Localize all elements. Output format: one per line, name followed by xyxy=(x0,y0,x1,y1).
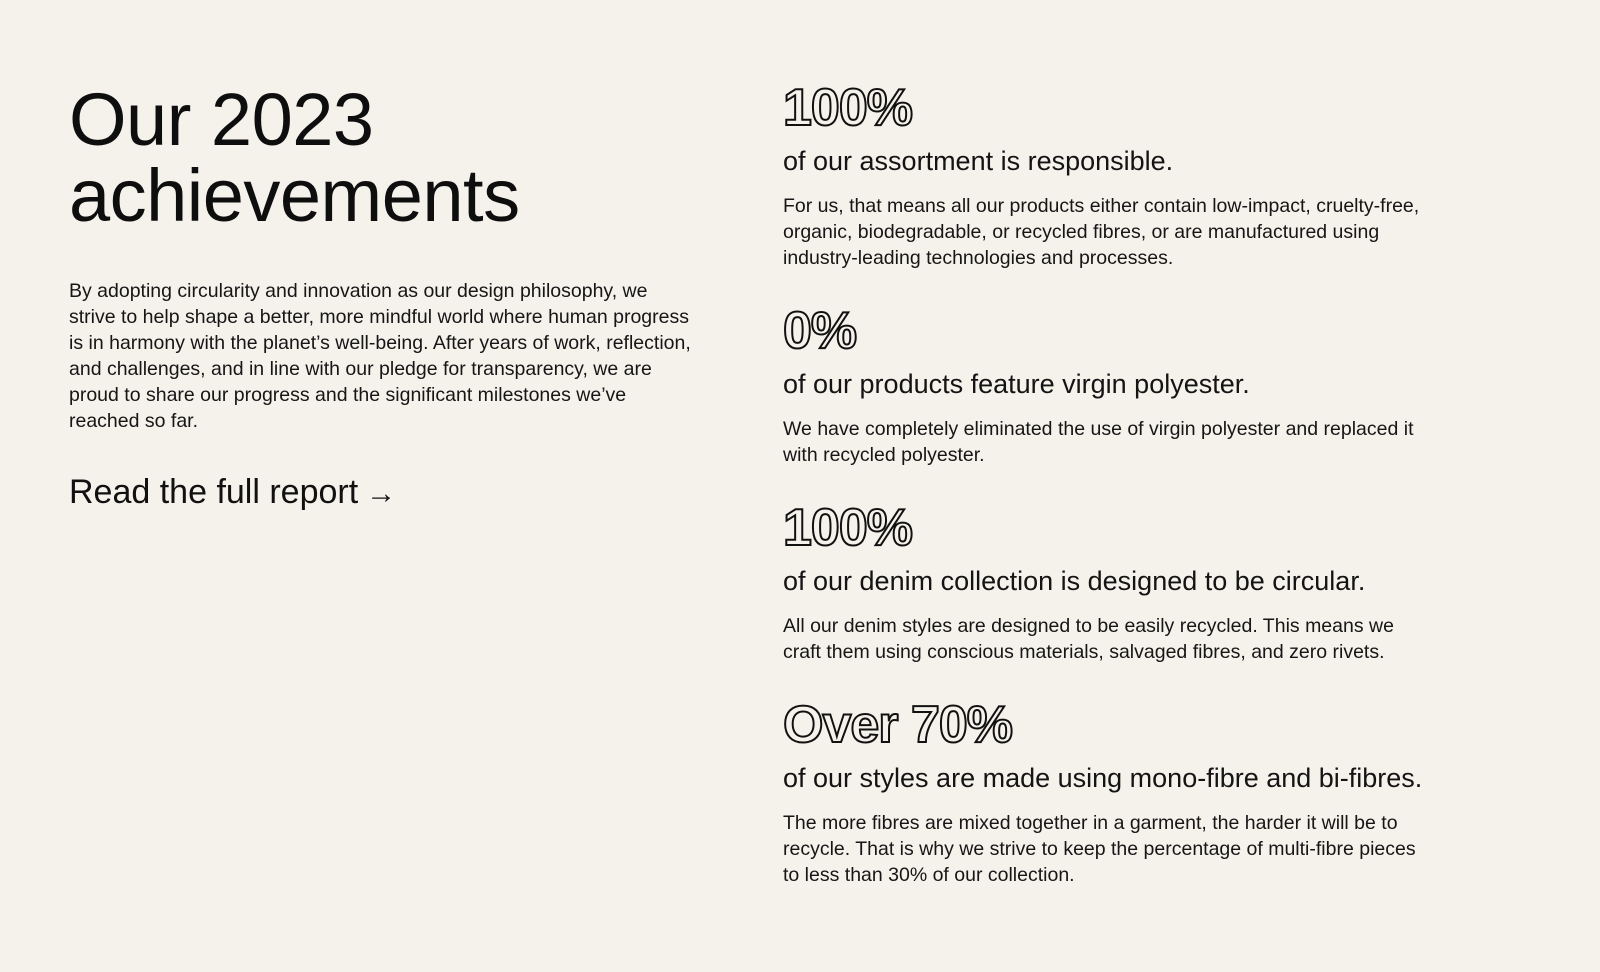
stat-description: For us, that means all our products either contain low-impact, cruelty-free, organic, biodegradable, or recycled fibres, or are manufactured using industry-leading technologies and processes. xyxy=(783,195,1420,269)
read-full-report-link[interactable] xyxy=(69,472,396,514)
arrow-right-icon: → xyxy=(366,477,397,510)
stat-headline: of our styles are made using mono-fibre and bi-fibres. xyxy=(783,763,1423,793)
stat-block-assortment xyxy=(783,78,1423,271)
stat-headline: of our denim collection is designed to be circular. xyxy=(783,566,1366,596)
stat-headline: of our products feature virgin polyester. xyxy=(783,369,1250,399)
page-title-line-2: achievements xyxy=(69,154,520,237)
stat-block-denim xyxy=(783,498,1423,665)
stats-column xyxy=(783,78,1423,888)
stat-description: All our denim styles are designed to be easily recycled. This means we craft them using conscious materials, salvaged fibres, and zero rivets. xyxy=(783,615,1394,663)
stat-value: 100% xyxy=(783,499,912,557)
stat-description: We have completely eliminated the use of virgin polyester and replaced it with recycled polyester. xyxy=(783,418,1414,466)
stat-value: 0% xyxy=(783,302,857,360)
page-title xyxy=(69,78,699,237)
stat-headline: of our assortment is responsible. xyxy=(783,146,1174,176)
stat-block-virgin-polyester xyxy=(783,301,1423,468)
read-full-report-label: Read the full report xyxy=(69,473,359,511)
stat-value: Over 70% xyxy=(783,696,1013,754)
stat-block-mono-fibre xyxy=(783,695,1423,888)
stat-value: 100% xyxy=(783,79,912,137)
page-title-line-1: Our 2023 xyxy=(69,78,374,161)
intro-paragraph: By adopting circularity and innovation as our design philosophy, we strive to help shape a better, more mindful world where human progress is in harmony with the planet’s well-being. After years of work, reflection, and challenges, and in line with our pledge for transparency, we are proud to share our progress and the significant milestones we’ve reached so far. xyxy=(69,280,691,432)
stat-description: The more fibres are mixed together in a garment, the harder it will be to recycle. That is why we strive to keep the percentage of multi-fibre pieces to less than 30% of our collection. xyxy=(783,812,1416,886)
intro-column xyxy=(69,78,699,514)
